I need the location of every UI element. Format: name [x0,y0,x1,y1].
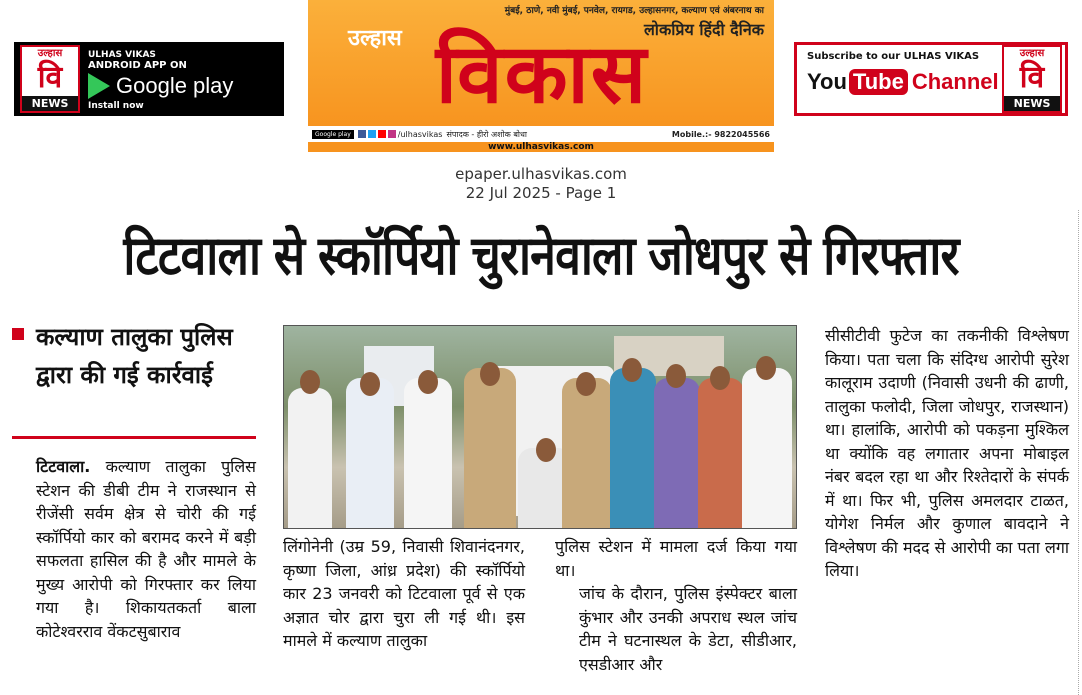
social-handle: /ulhasvikas [397,129,443,139]
logo-news-text: NEWS [1004,96,1060,111]
logo-big-text: वि [37,59,63,95]
subscribe-text: Subscribe to our ULHAS VIKAS [807,51,980,62]
article-photo [283,325,797,529]
masthead-title: विकास [435,27,649,122]
column-1-text: कल्याण तालुका पुलिस स्टेशन की डीबी टीम ने राजस्थान से रीजेंसी सर्वम क्षेत्र से चोरी की गई स्कॉर्पियो कार को बरामद करने में बड़ी सफलता हासिल की है और मामले के मुख्य आरोपी को गिरफ्तार कर लिया गया है। शिकायतकर्ता बाला कोटेश्वरराव वेंकटसुबाराव [36,457,256,641]
column-3-text-2: जांच के दौरान, पुलिस इंस्पेक्टर बाला कुंभार और उनकी अपराध स्थल जांच टीम ने घटनास्थल के डेटा, सीडीआर, एसडीआर और [579,584,797,674]
newspaper-masthead [308,0,774,152]
epaper-site[interactable]: epaper.ulhasvikas.com [455,165,627,183]
article-column-3 [555,535,797,676]
mobile-number: Mobile.:- 9822045566 [671,129,770,139]
logo-small-text: उल्हास [37,48,63,59]
ulhas-vikas-news-logo-right [1002,45,1062,113]
epaper-info [0,165,1082,203]
youtube-icon[interactable] [378,130,386,138]
editor-credit: संपादक - हीरो अशोक बोधा [446,129,527,139]
facebook-icon[interactable] [358,130,366,138]
instagram-icon[interactable] [388,130,396,138]
article-subhead: कल्याण तालुका पुलिस द्वारा की गई कार्रवाई [36,323,233,389]
youtube-tube-text: Tube [849,69,908,95]
youtube-channel-logo [807,69,999,95]
article-headline: टिटवाला से स्कॉर्पियो चुरानेवाला जोधपुर से गिरफ्तार [123,224,959,287]
twitter-icon[interactable] [368,130,376,138]
logo-news-text: NEWS [22,96,78,111]
logo-small-text: उल्हास [1019,48,1045,59]
subhead-bullet [12,328,24,340]
article-column-2 [283,535,525,653]
column-4-text: सीसीटीवी फुटेज का तकनीकी विश्लेषण किया। पता चला कि संदिग्ध आरोपी सुरेश कालूराम उदाणी (निवासी उधनी की ढाणी, तालुका फलोदी, जिला जोधपुर, राजस्थान) था। हालांकि, आरोपी को पकड़ना मुश्किल था क्योंकि वह लगातार अपना मोबाइल नंबर बदल रहा था और रिश्तेदारों के संपर्क में था। फिर भी, पुलिस अमलदार टाळत, योगेश निर्मल और कुणाल बावदाने ने विश्लेषण की मदद से आरोपी का पता लगा लिया। [825,326,1069,580]
masthead-tagline: लोकप्रिय हिंदी दैनिक [643,20,764,39]
google-play-mini-badge[interactable]: Google play [312,130,354,139]
ulhas-vikas-news-logo [20,45,80,113]
epaper-date-page: 22 Jul 2025 - Page 1 [465,184,617,202]
column-2-text: लिंगोनेनी (उम्र 59, निवासी शिवानंदनगर, कृष्णा जिला, आंध्र प्रदेश) की स्कॉर्पियो कार 23 जनवरी को टिटवाला पूर्व से एक अज्ञात चोर द्वारा चुरा ली गई थी। इस मामले में कल्याण तालुका [283,537,525,650]
ad-brand: ULHAS VIKAS [88,49,156,60]
google-play-text: Google play [116,72,234,98]
column-3-text-1: पुलिस स्टेशन में मामला दर्ज किया गया था। [555,537,797,580]
masthead-website[interactable]: www.ulhasvikas.com [308,142,774,152]
youtube-you-text: You [807,69,847,94]
youtube-subscribe-ad[interactable] [794,42,1068,116]
install-now-label: Install now [88,100,144,111]
masthead-cities: मुंबई, ठाणे, नवी मुंबई, पनवेल, रायगड, उल्हासनगर, कल्याण एवं अंबरनाथ का [504,6,764,16]
page-edge-rule [1078,210,1080,695]
google-play-icon [88,73,110,99]
logo-big-text: वि [1019,59,1045,95]
google-play-ad[interactable] [14,42,284,116]
article-column-4 [825,324,1069,583]
channel-text: Channel [911,69,999,94]
article-dateline: टिटवाला. [36,457,91,476]
article-column-1 [12,455,256,643]
masthead-info-strip [308,126,774,142]
google-play-badge[interactable] [88,48,233,111]
subhead-divider [12,436,256,439]
android-app-label: ANDROID APP ON [88,59,187,71]
masthead-small-title: उल्हास [348,26,402,51]
